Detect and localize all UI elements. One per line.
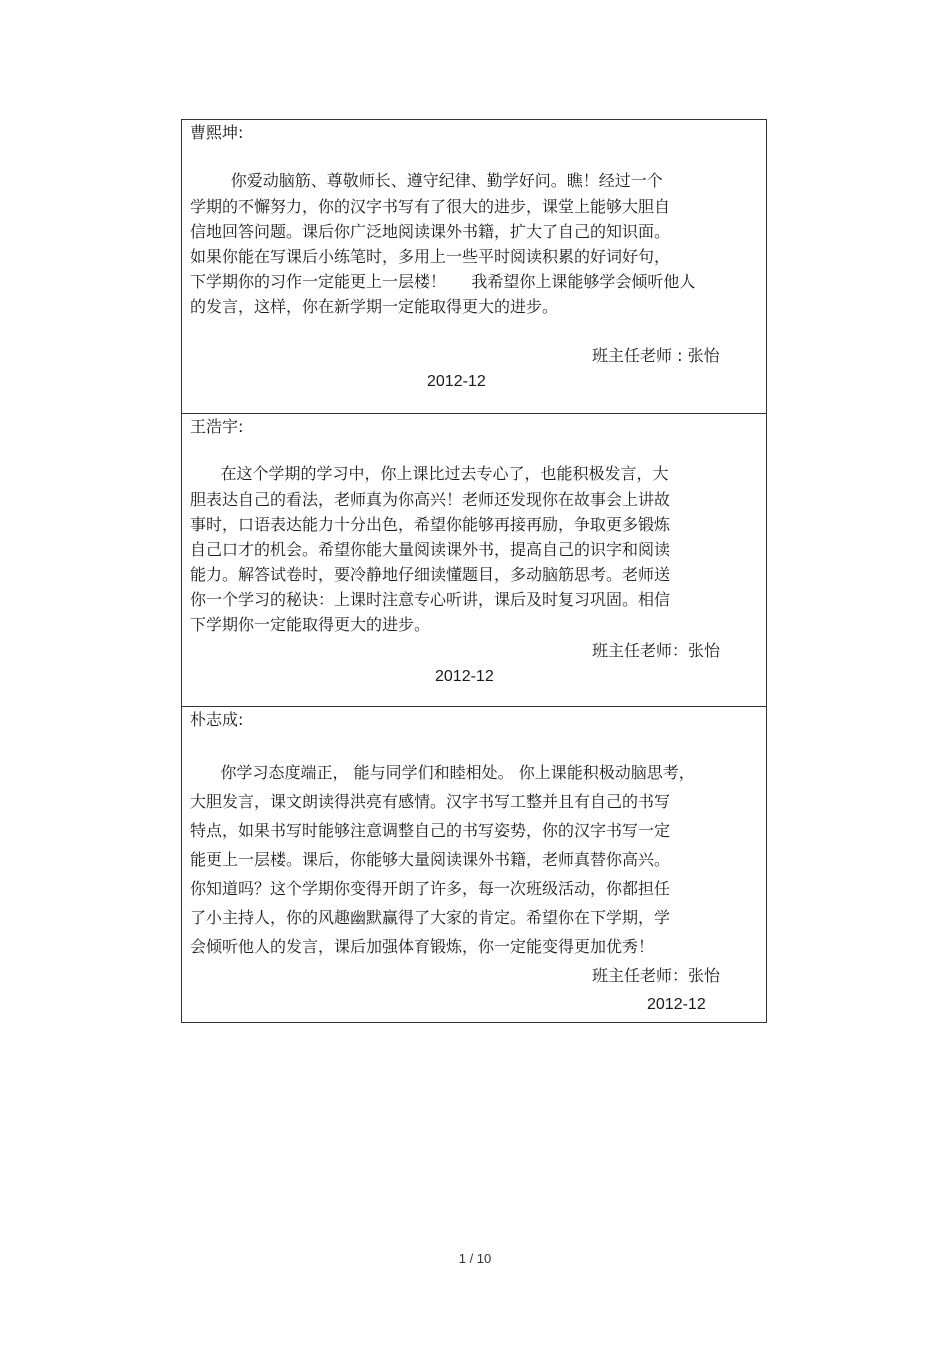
comment-line: 你一个学习的秘诀：上课时注意专心听讲，课后及时复习巩固。相信: [190, 590, 671, 609]
comment-line: 事时，口语表达能力十分出色，希望你能够再接再励，争取更多锻炼: [190, 515, 671, 534]
comment-line: 能力。解答试卷时，要冷静地仔细读懂题目，多动脑筋思考。老师送: [190, 565, 671, 584]
comment-date: 2012-12: [427, 373, 486, 390]
comment-line: 了小主持人，你的风趣幽默赢得了大家的肯定。希望你在下学期，学: [190, 908, 671, 927]
comment-date: 2012-12: [647, 996, 706, 1013]
comment-cell: [182, 707, 766, 1022]
comment-line: 下学期你一定能取得更大的进步。: [190, 615, 431, 634]
comment-line: 会倾听他人的发言，课后加强体育锻炼，你一定能变得更加优秀！: [190, 937, 655, 956]
page-number: 1 / 10: [458, 1251, 492, 1266]
comment-line: 学期的不懈努力，你的汉字书写有了很大的进步，课堂上能够大胆自: [190, 197, 671, 216]
comment-line: 大胆发言，课文朗读得洪亮有感情。汉字书写工整并且有自己的书写: [190, 792, 671, 811]
comment-cell: [182, 120, 766, 414]
comment-line: 的发言，这样，你在新学期一定能取得更大的进步。: [190, 297, 559, 316]
comment-line: 能更上一层楼。课后，你能够大量阅读课外书籍，老师真替你高兴。: [190, 850, 671, 869]
comment-line: 自己口才的机会。希望你能大量阅读课外书，提高自己的识字和阅读: [190, 540, 671, 559]
comments-table: [181, 119, 767, 1023]
comment-line: 你知道吗？这个学期你变得开朗了许多，每一次班级活动，你都担任: [190, 879, 671, 898]
teacher-signature: 班主任老师：张怡: [592, 966, 721, 985]
student-name: 朴志成:: [190, 710, 244, 729]
comment-line: 信地回答问题。课后你广泛地阅读课外书籍，扩大了自己的知识面。: [190, 222, 671, 241]
comment-date: 2012-12: [435, 668, 494, 685]
comment-line: 特点，如果书写时能够注意调整自己的书写姿势，你的汉字书写一定: [190, 821, 671, 840]
teacher-signature: 班主任老师 : 张怡: [592, 346, 720, 365]
teacher-signature: 班主任老师：张怡: [592, 641, 721, 660]
comment-line: 胆表达自己的看法，老师真为你高兴！老师还发现你在故事会上讲故: [190, 490, 671, 509]
comment-line: 下学期你的习作一定能更上一层楼！ 我希望你上课能够学会倾听他人: [190, 272, 696, 291]
comment-line: 你爱动脑筋、尊敬师长、遵守纪律、勤学好问。瞧！经过一个: [190, 171, 663, 190]
comment-cell: [182, 414, 766, 707]
comment-line: 在这个学期的学习中，你上课比过去专心了，也能积极发言，大: [190, 464, 669, 483]
comment-line: 如果你能在写课后小练笔时，多用上一些平时阅读积累的好词好句，: [190, 247, 671, 266]
student-name: 王浩宇:: [190, 417, 244, 436]
student-name: 曹熙坤:: [190, 123, 244, 142]
comment-line: 你学习态度端正， 能与同学们和睦相处。 你上课能积极动脑思考，: [190, 763, 695, 782]
